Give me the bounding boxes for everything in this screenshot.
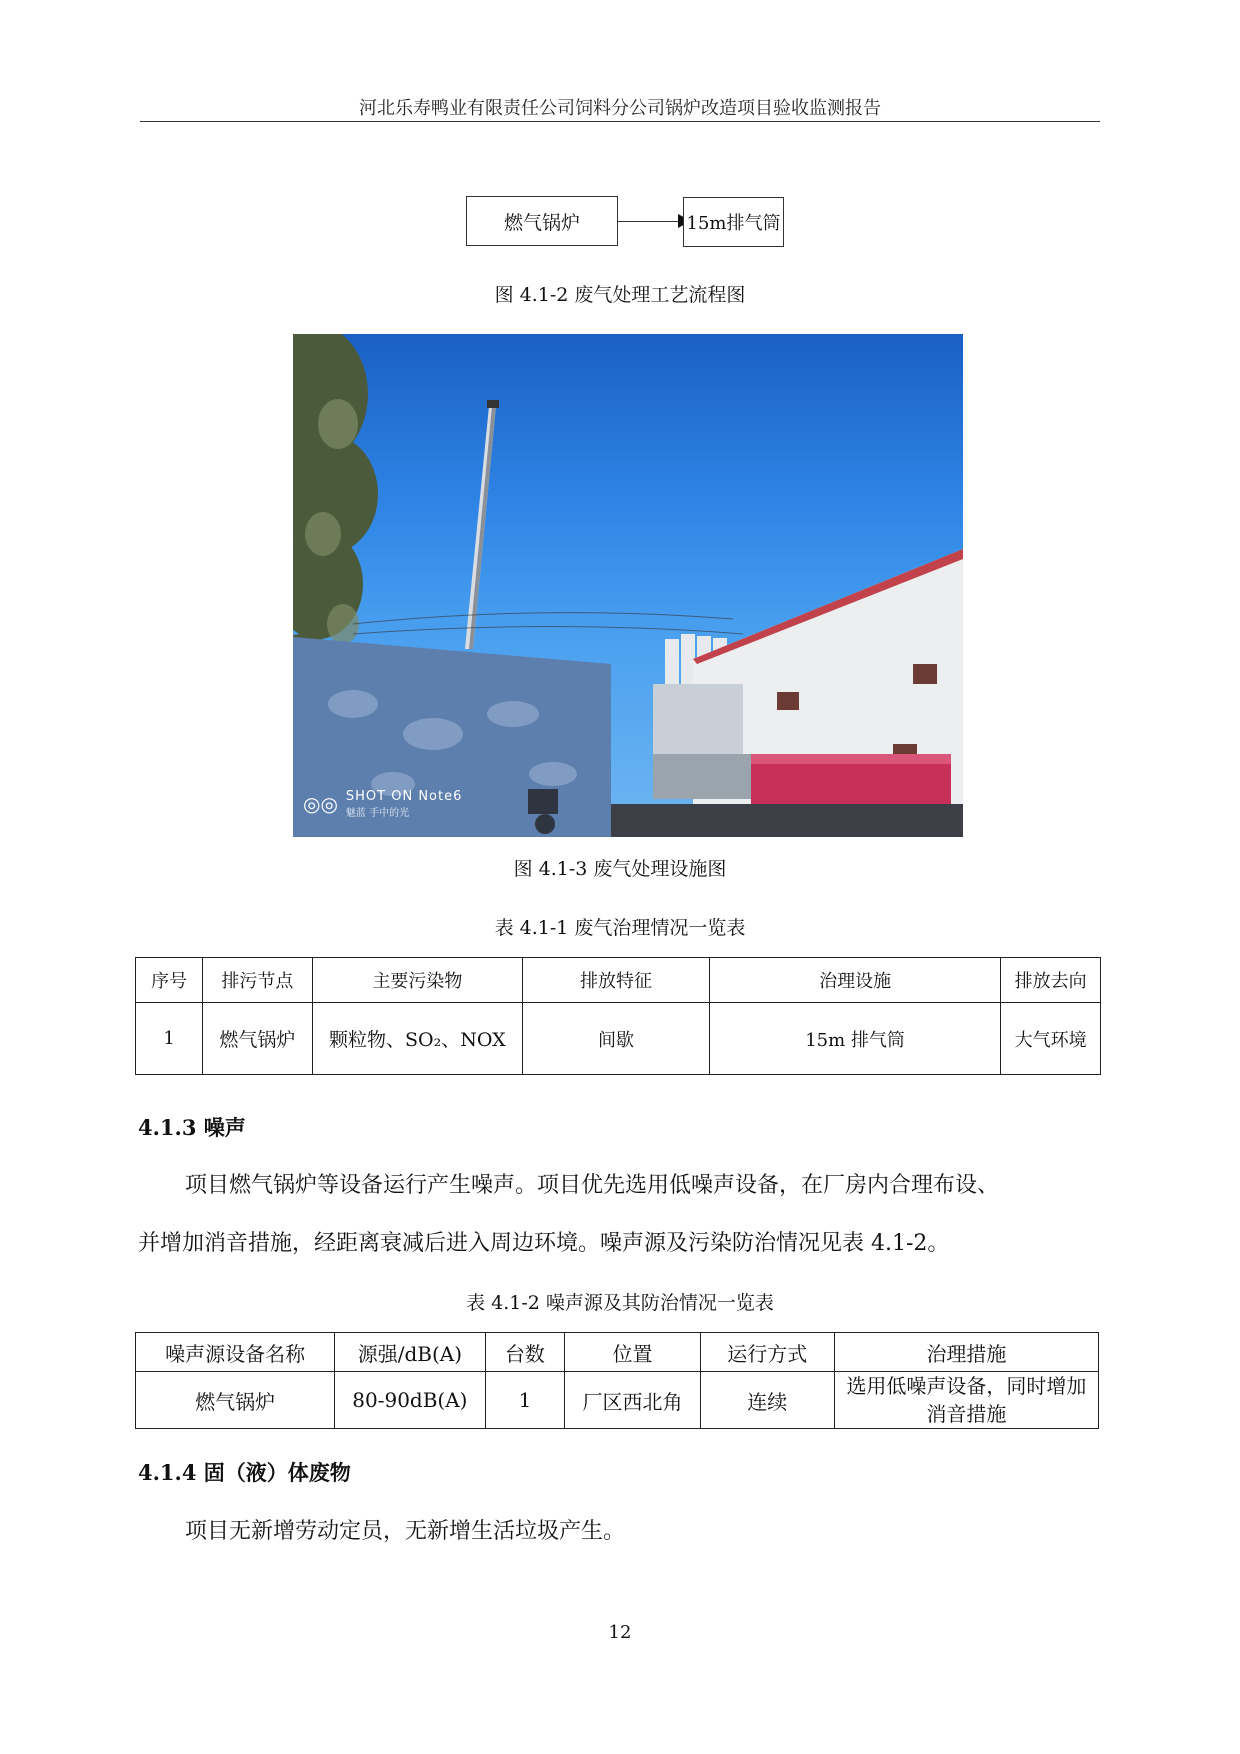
section-heading-solid-waste: 4.1.4 固（液）体废物 bbox=[138, 1460, 351, 1485]
flow-caption: 图 4.1-2 废气处理工艺流程图 bbox=[494, 284, 746, 306]
flow-box-boiler: 燃气锅炉 bbox=[466, 196, 618, 246]
table1-cell: 大气环境 bbox=[1001, 1003, 1101, 1075]
noise-source-table bbox=[135, 1332, 1099, 1429]
table1-cell: 15m 排气筒 bbox=[709, 1003, 1000, 1075]
table2-cell: 燃气锅炉 bbox=[136, 1372, 335, 1429]
section-heading-noise: 4.1.3 噪声 bbox=[138, 1115, 246, 1140]
waste-gas-table bbox=[135, 957, 1101, 1075]
table1-cell: 间歇 bbox=[523, 1003, 710, 1075]
table1-caption: 表 4.1-1 废气治理情况一览表 bbox=[494, 917, 746, 939]
table1-header-row bbox=[136, 958, 1101, 1003]
table2-cell: 连续 bbox=[700, 1372, 834, 1429]
facility-photo bbox=[293, 334, 963, 837]
table1-header: 序号 bbox=[136, 958, 203, 1003]
noise-paragraph-line2: 并增加消音措施，经距离衰减后进入周边环境。噪声源及污染防治情况见表 4.1-2。 bbox=[138, 1231, 950, 1256]
header-rule bbox=[140, 121, 1100, 122]
page-number: 12 bbox=[608, 1622, 632, 1643]
table2-cell: 选用低噪声设备，同时增加消音措施 bbox=[834, 1372, 1098, 1429]
photo-watermark bbox=[303, 789, 462, 819]
flow-box-stack: 15m排气筒 bbox=[683, 197, 784, 247]
table2-cell: 厂区西北角 bbox=[565, 1372, 700, 1429]
table2-header: 治理措施 bbox=[834, 1333, 1098, 1372]
table1-header: 治理设施 bbox=[709, 958, 1000, 1003]
watermark-text: SHOT ON Note6 bbox=[345, 789, 463, 804]
table1-cell: 颗粒物、SO₂、NOX bbox=[312, 1003, 523, 1075]
noise-paragraph-line1: 项目燃气锅炉等设备运行产生噪声。项目优先选用低噪声设备，在厂房内合理布设、 bbox=[185, 1173, 1000, 1198]
facility-photo-illustration bbox=[293, 334, 963, 837]
table2-cell: 1 bbox=[485, 1372, 565, 1429]
solid-waste-paragraph: 项目无新增劳动定员，无新增生活垃圾产生。 bbox=[185, 1519, 626, 1544]
table2-header: 位置 bbox=[565, 1333, 700, 1372]
flow-arrow-line bbox=[618, 221, 682, 222]
table2-header: 台数 bbox=[485, 1333, 565, 1372]
table1-cell: 1 bbox=[136, 1003, 203, 1075]
table2-cell: 80-90dB(A) bbox=[335, 1372, 485, 1429]
table1-header: 主要污染物 bbox=[312, 958, 523, 1003]
table-row bbox=[136, 1372, 1099, 1429]
table1-header: 排放去向 bbox=[1001, 958, 1101, 1003]
table1-header: 排放特征 bbox=[523, 958, 710, 1003]
table-row bbox=[136, 1003, 1101, 1075]
table1-header: 排污节点 bbox=[203, 958, 312, 1003]
report-header: 河北乐寿鸭业有限责任公司饲料分公司锅炉改造项目验收监测报告 bbox=[359, 98, 881, 119]
table1-cell: 燃气锅炉 bbox=[203, 1003, 312, 1075]
photo-caption: 图 4.1-3 废气处理设施图 bbox=[513, 858, 727, 880]
table2-header: 噪声源设备名称 bbox=[136, 1333, 335, 1372]
table2-header-row bbox=[136, 1333, 1099, 1372]
table2-header: 源强/dB(A) bbox=[335, 1333, 485, 1372]
watermark-subtext: 魅蓝 手中的光 bbox=[345, 808, 410, 819]
table2-header: 运行方式 bbox=[700, 1333, 834, 1372]
table2-caption: 表 4.1-2 噪声源及其防治情况一览表 bbox=[466, 1292, 774, 1314]
camera-logo-icon: ◎◎ bbox=[303, 792, 338, 816]
